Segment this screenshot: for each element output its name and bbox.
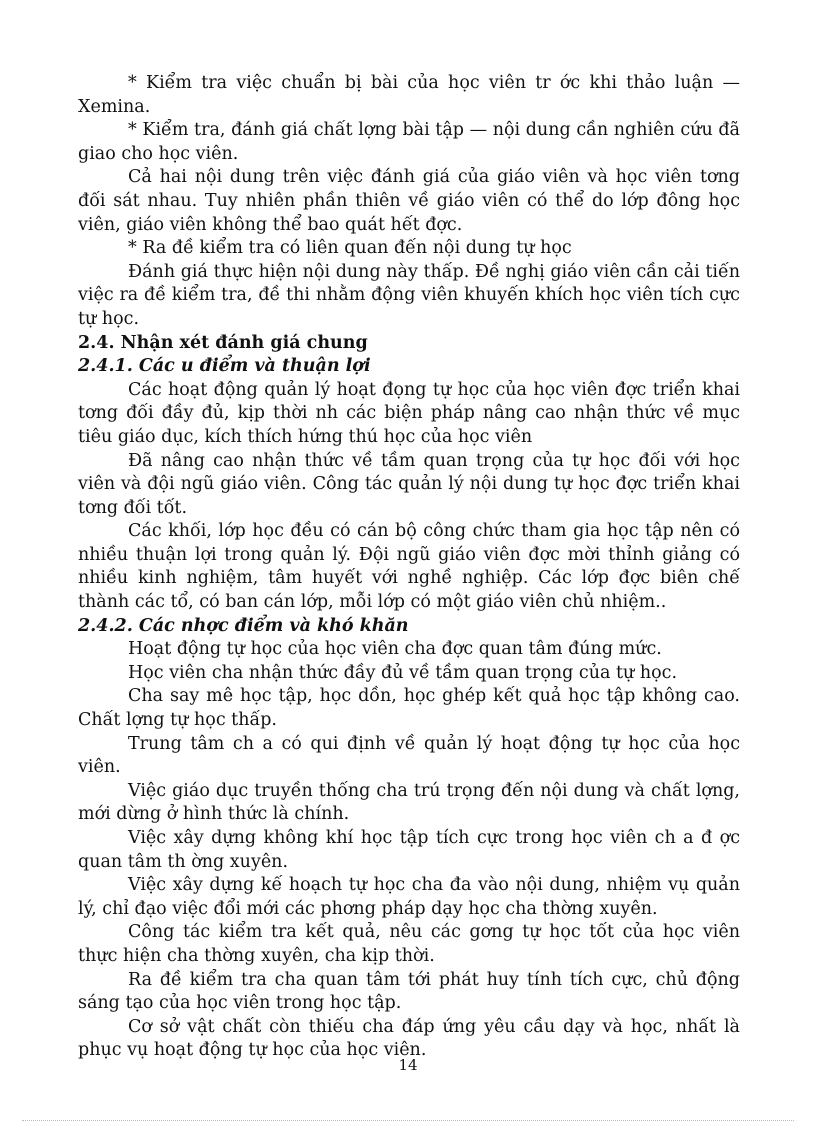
paragraph: Đánh giá thực hiện nội dung này thấp. Đề nghị giáo viên cần cải tiến việc ra đề kiểm tra, đề thi nhằm động viên khuyến khích học viên tích cực tự học.	[78, 261, 740, 329]
paragraph: * Ra đề kiểm tra có liên quan đến nội dung tự học	[128, 238, 572, 259]
paragraph: * Kiểm tra việc chuẩn bị bài của học viên tr ớc khi thảo luận — Xemina.	[78, 73, 740, 117]
paragraph: Ra đề kiểm tra cha quan tâm tới phát huy tính tích cực, chủ động sáng tạo của học viên trong học tập.	[78, 969, 740, 1014]
paragraph: Việc xây dựng kế hoạch tự học cha đa vào nội dung, nhiệm vụ quản lý, chỉ đạo việc đổi mới các phơng pháp dạy học cha thờng xuyên.	[78, 875, 740, 919]
page-bottom-edge	[22, 1120, 794, 1121]
paragraph: Cơ sở vật chất còn thiếu cha đáp ứng yêu cầu dạy và học, nhất là phục vụ hoạt động tự học của học viên.	[78, 1016, 740, 1061]
section-heading: 2.4. Nhận xét đánh giá chung	[78, 332, 368, 353]
paragraph: Công tác kiểm tra kết quả, nêu các gơng tự học tốt của học viên thực hiện cha thờng xuyên, cha kịp thời.	[78, 922, 740, 966]
section-heading: 2.4.2. Các nhợc điểm và khó khăn	[78, 615, 409, 636]
page-number: 14	[398, 1056, 418, 1074]
paragraph: * Kiểm tra, đánh giá chất lợng bài tập — nội dung cần nghiên cứu đã giao cho học viên.	[78, 120, 740, 164]
paragraph: Trung tâm ch a có qui định về quản lý hoạt động tự học của học viên.	[78, 733, 740, 778]
paragraph: Việc giáo dục truyền thống cha trú trọng đến nội dung và chất lợng, mới dừng ở hình thức là chính.	[78, 780, 740, 825]
document-body	[78, 72, 740, 1063]
paragraph: Cả hai nội dung trên việc đánh giá của giáo viên và học viên tơng đối sát nhau. Tuy nhiên phần thiên về giáo viên có thể do lớp đông học viên, giáo viên không thể bao quát hết đợc.	[78, 167, 740, 235]
paragraph: Các khối, lớp học đều có cán bộ công chức tham gia học tập nên có nhiều thuận lợi trong quản lý. Đội ngũ giáo viên đợc mời thỉnh giảng có nhiều kinh nghiệm, tâm huyết với nghề nghiệp. Các lớp đợc biên chế thành các tổ, có ban cán lớp, mỗi lớp có một giáo viên chủ nhiệm..	[78, 521, 740, 613]
paragraph: Hoạt động tự học của học viên cha đợc quan tâm đúng mức.	[128, 639, 662, 660]
paragraph: Học viên cha nhận thức đầy đủ về tầm quan trọng của tự học.	[128, 662, 678, 683]
paragraph: Cha say mê học tập, học dồn, học ghép kết quả học tập không cao. Chất lợng tự học thấp.	[78, 686, 740, 731]
paragraph: Các hoạt động quản lý hoạt đọng tự học của học viên đợc triển khai tơng đối đầy đủ, kịp thời nh các biện pháp nâng cao nhận thức về mục tiêu giáo dục, kích thích hứng thú học của học viên	[78, 379, 740, 447]
paragraph: Việc xây dựng không khí học tập tích cực trong học viên ch a đ ợc quan tâm th ờng xuyên.	[78, 828, 740, 872]
paragraph: Đã nâng cao nhận thức về tầm quan trọng của tự học đối với học viên và đội ngũ giáo viên. Công tác quản lý nội dung tự học đợc triển khai tơng đối tốt.	[78, 450, 740, 518]
section-heading: 2.4.1. Các u điểm và thuận lợi	[78, 356, 371, 377]
